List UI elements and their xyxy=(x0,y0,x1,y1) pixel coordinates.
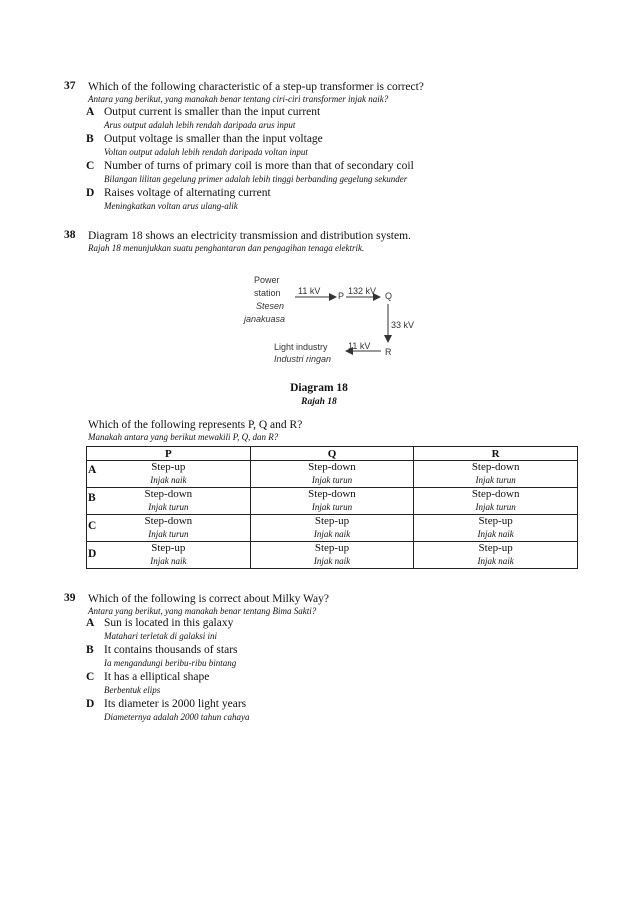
cell-text: Step-down xyxy=(471,461,520,473)
question-text: Diagram 18 shows an electricity transmission and distribution system. xyxy=(88,230,411,242)
header-r: R xyxy=(414,447,578,461)
table-cell xyxy=(414,515,578,542)
label-11kv-bottom: 11 kV xyxy=(348,341,371,351)
question-text: Which of the following characteristic of a step-up transformer is correct? xyxy=(88,81,424,93)
label-power: Power xyxy=(254,275,280,285)
option-text: Raises voltage of alternating current xyxy=(104,187,271,199)
header-q: Q xyxy=(250,447,414,461)
cell-translation: Injak naik xyxy=(477,556,514,566)
question-number: 39 xyxy=(64,592,76,604)
table-cell xyxy=(250,515,414,542)
option-translation: Arus output adalah lebih rendah daripada arus input xyxy=(104,120,296,130)
question-translation: Antara yang berikut, yang manakah benar tentang Bima Sakti? xyxy=(88,606,317,616)
cell-translation: Injak turun xyxy=(475,502,516,512)
cell-translation: Injak naik xyxy=(313,556,351,566)
option-translation: Voltan output adalah lebih rendah daripada voltan input xyxy=(104,147,308,157)
option-letter: A xyxy=(86,106,95,118)
option-text: It has a elliptical shape xyxy=(104,671,210,683)
cell-translation: Injak turun xyxy=(311,502,353,512)
option-text: It contains thousands of stars xyxy=(104,644,238,656)
option-text: Its diameter is 2000 light years xyxy=(104,698,247,710)
table-cell xyxy=(414,488,578,515)
label-stesen: Stesen xyxy=(256,301,285,311)
option-text: Output voltage is smaller than the input voltage xyxy=(104,133,323,145)
label-light-industry: Light industry xyxy=(274,342,328,352)
cell-translation: Injak turun xyxy=(311,475,353,485)
cell-translation: Injak naik xyxy=(150,475,187,485)
cell-text: Step-up xyxy=(478,542,513,554)
cell-text: Step-up xyxy=(478,515,513,527)
option-letter: A xyxy=(86,617,95,629)
label-33kv: 33 kV xyxy=(391,320,415,330)
cell-text: Step-down xyxy=(144,515,193,527)
cell-text: Step-up xyxy=(151,461,186,473)
table-row[interactable] xyxy=(87,461,578,488)
header-p: P xyxy=(87,447,251,461)
diagram-caption: Diagram 18 xyxy=(290,382,348,394)
option-translation: Meningkatkan voltan arus ulang-alik xyxy=(104,201,238,211)
table-row[interactable] xyxy=(87,542,578,569)
question-number: 38 xyxy=(64,229,76,241)
option-translation: Bilangan lilitan gegelung primer adalah lebih tinggi berbanding gegelung sekunder xyxy=(104,174,408,184)
label-janakuasa: janakuasa xyxy=(244,314,286,324)
cell-translation: Injak naik xyxy=(477,529,514,539)
cell-text: Step-down xyxy=(308,488,356,500)
cell-text: Step-up xyxy=(151,542,186,554)
table-cell xyxy=(414,461,578,488)
cell-text: Step-down xyxy=(144,488,193,500)
cell-translation: Injak naik xyxy=(313,529,351,539)
option-translation: Diameternya adalah 2000 tahun cahaya xyxy=(104,712,250,722)
cell-translation: Injak turun xyxy=(475,475,516,485)
option-text: Sun is located in this galaxy xyxy=(104,617,234,629)
transmission-diagram xyxy=(240,270,440,370)
option-text: Number of turns of primary coil is more than that of secondary coil xyxy=(104,160,414,172)
cell-text: Step-up xyxy=(314,515,350,527)
row-letter-c[interactable]: C xyxy=(88,520,97,532)
cell-translation: Injak turun xyxy=(148,529,189,539)
cell-text: Step-down xyxy=(471,488,520,500)
question-text: Which of the following represents P, Q and R? xyxy=(88,419,303,431)
option-letter: B xyxy=(86,644,94,656)
cell-text: Step-down xyxy=(308,461,356,473)
label-132kv: 132 kV xyxy=(348,286,377,296)
table-cell xyxy=(87,542,251,569)
table-cell xyxy=(87,488,251,515)
cell-text: Step-up xyxy=(314,542,350,554)
option-translation: Matahari terletak di galaksi ini xyxy=(104,631,217,641)
option-letter: B xyxy=(86,133,94,145)
question-number: 37 xyxy=(64,80,76,92)
table-cell xyxy=(414,542,578,569)
cell-translation: Injak naik xyxy=(150,556,187,566)
row-letter-a[interactable]: A xyxy=(88,464,97,476)
label-r: R xyxy=(385,347,392,357)
question-text: Which of the following is correct about Milky Way? xyxy=(88,593,329,605)
option-letter: D xyxy=(86,698,95,710)
table-row[interactable] xyxy=(87,515,578,542)
diagram-caption-translation: Rajah 18 xyxy=(301,397,337,407)
question-translation: Antara yang berikut, yang manakah benar tentang ciri-ciri transformer injak naik? xyxy=(88,94,389,104)
question-translation: Manakah antara yang berikut mewakili P, Q, dan R? xyxy=(88,432,279,442)
option-translation: Ia mengandungi beribu-ribu bintang xyxy=(104,658,237,668)
row-letter-b[interactable]: B xyxy=(88,492,96,504)
label-q: Q xyxy=(385,291,393,301)
label-industri-ringan: Industri ringan xyxy=(274,354,332,364)
cell-translation: Injak turun xyxy=(148,502,189,512)
row-letter-d[interactable]: D xyxy=(88,548,97,560)
question-translation: Rajah 18 menunjukkan suatu penghantaran dan pengagihan tenaga elektrik. xyxy=(88,243,365,253)
table-cell xyxy=(250,461,414,488)
label-p: P xyxy=(338,291,345,301)
table-cell xyxy=(87,461,251,488)
table-cell xyxy=(87,515,251,542)
table-cell xyxy=(250,542,414,569)
table-cell xyxy=(250,488,414,515)
table-header-row xyxy=(87,447,578,461)
option-letter: C xyxy=(86,160,95,172)
option-letter: C xyxy=(86,671,95,683)
option-translation: Berbentuk elips xyxy=(104,685,161,695)
label-station: station xyxy=(254,288,281,298)
label-11kv-top: 11 kV xyxy=(298,286,321,296)
answer-table xyxy=(86,446,578,569)
table-row[interactable] xyxy=(87,488,578,515)
option-text: Output current is smaller than the input current xyxy=(104,106,321,118)
option-letter: D xyxy=(86,187,95,199)
